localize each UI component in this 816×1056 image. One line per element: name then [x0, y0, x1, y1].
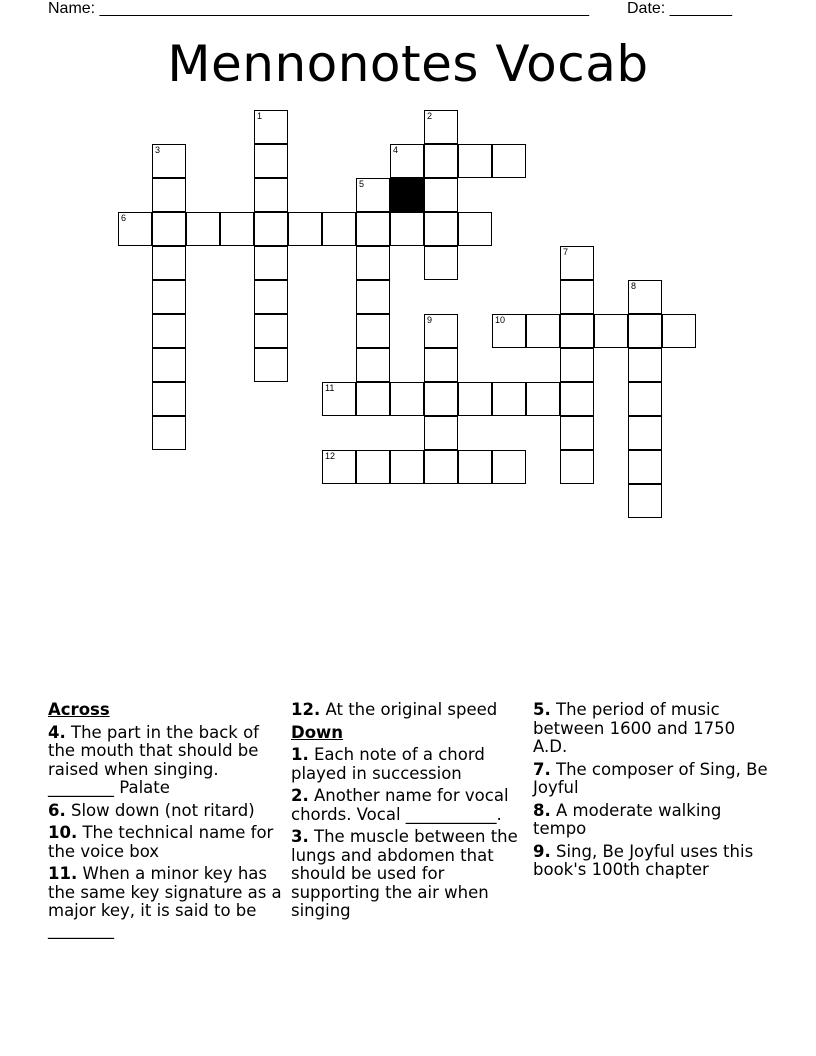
grid-cell[interactable] — [424, 416, 458, 450]
clue-number: 7 — [563, 247, 569, 257]
grid-cell[interactable] — [254, 314, 288, 348]
black-cell — [390, 178, 424, 212]
grid-cell[interactable] — [458, 144, 492, 178]
down-clue-9: 9. Sing, Be Joyful uses this book's 100th chapter — [533, 841, 754, 879]
grid-cell[interactable] — [390, 382, 424, 416]
grid-cell[interactable] — [526, 382, 560, 416]
across-clue-10: 10. The technical name for the voice box — [48, 823, 274, 861]
clue-number: 11 — [325, 383, 335, 393]
grid-cell[interactable] — [356, 382, 390, 416]
down-clue-3: 3. The muscle between the lungs and abdomen that should be used for supporting the air when singing — [291, 827, 518, 920]
across-clue-4: 4. The part in the back of the mouth that should be raised when singing. ________ Palate — [48, 722, 259, 797]
clue-number: 1 — [257, 111, 263, 121]
grid-cell[interactable] — [356, 212, 390, 246]
clues-column-1 — [48, 701, 284, 943]
down-heading: Down — [291, 722, 344, 742]
grid-cell[interactable] — [628, 348, 662, 382]
grid-cell[interactable] — [424, 212, 458, 246]
clue-number: 6 — [121, 213, 127, 223]
grid-cell[interactable] — [152, 314, 186, 348]
grid-cell[interactable] — [254, 246, 288, 280]
name-field[interactable]: Name: _______________________________________________________ — [48, 0, 589, 17]
grid-cell[interactable] — [254, 110, 288, 144]
grid-cell[interactable] — [458, 212, 492, 246]
clue-number: 8 — [631, 281, 637, 291]
grid-cell[interactable] — [594, 314, 628, 348]
grid-cell[interactable] — [390, 450, 424, 484]
grid-cell[interactable] — [560, 416, 594, 450]
grid-cell[interactable] — [628, 416, 662, 450]
clues-column-2 — [291, 701, 527, 925]
down-clue-1: 1. Each note of a chord played in succession — [291, 745, 485, 783]
across-clue-6: 6. Slow down (not ritard) — [48, 800, 255, 820]
grid-cell[interactable] — [356, 348, 390, 382]
grid-cell[interactable] — [560, 246, 594, 280]
down-clue-5: 5. The period of music between 1600 and 1750 A.D. — [533, 700, 736, 756]
grid-cell[interactable] — [424, 382, 458, 416]
grid-cell[interactable] — [152, 178, 186, 212]
grid-cell[interactable] — [288, 212, 322, 246]
grid-cell[interactable] — [152, 348, 186, 382]
clues-column-3 — [533, 701, 769, 884]
grid-cell[interactable] — [492, 382, 526, 416]
clue-number: 3 — [155, 145, 161, 155]
grid-cell[interactable] — [322, 382, 356, 416]
date-field[interactable]: Date: _______ — [627, 0, 732, 17]
grid-cell[interactable] — [458, 382, 492, 416]
grid-cell[interactable] — [356, 178, 390, 212]
grid-cell[interactable] — [424, 450, 458, 484]
grid-cell[interactable] — [254, 212, 288, 246]
grid-cell[interactable] — [322, 450, 356, 484]
grid-cell[interactable] — [424, 178, 458, 212]
grid-cell[interactable] — [390, 212, 424, 246]
grid-cell[interactable] — [560, 314, 594, 348]
clue-number: 5 — [359, 179, 365, 189]
grid-cell[interactable] — [152, 280, 186, 314]
grid-cell[interactable] — [152, 416, 186, 450]
grid-cell[interactable] — [254, 348, 288, 382]
grid-cell[interactable] — [662, 314, 696, 348]
grid-cell[interactable] — [424, 314, 458, 348]
grid-cell[interactable] — [628, 382, 662, 416]
across-clue-11: 11. When a minor key has the same key signature as a major key, it is said to be ________ — [48, 864, 282, 939]
grid-cell[interactable] — [424, 110, 458, 144]
grid-cell[interactable] — [492, 144, 526, 178]
grid-cell[interactable] — [186, 212, 220, 246]
grid-cell[interactable] — [560, 348, 594, 382]
grid-cell[interactable] — [628, 314, 662, 348]
grid-cell[interactable] — [356, 280, 390, 314]
grid-cell[interactable] — [152, 382, 186, 416]
grid-cell[interactable] — [356, 450, 390, 484]
grid-cell[interactable] — [458, 450, 492, 484]
grid-cell[interactable] — [356, 246, 390, 280]
grid-cell[interactable] — [254, 280, 288, 314]
grid-cell[interactable] — [628, 280, 662, 314]
grid-cell[interactable] — [560, 382, 594, 416]
grid-cell[interactable] — [254, 178, 288, 212]
grid-cell[interactable] — [560, 450, 594, 484]
grid-cell[interactable] — [390, 144, 424, 178]
grid-cell[interactable] — [356, 314, 390, 348]
grid-cell[interactable] — [118, 212, 152, 246]
clue-number: 4 — [393, 145, 399, 155]
grid-cell[interactable] — [152, 144, 186, 178]
grid-cell[interactable] — [560, 280, 594, 314]
page-title: Mennonotes Vocab — [167, 35, 649, 93]
grid-cell[interactable] — [424, 348, 458, 382]
grid-cell[interactable] — [526, 314, 560, 348]
clue-number: 2 — [427, 111, 433, 121]
grid-cell[interactable] — [220, 212, 254, 246]
grid-cell[interactable] — [424, 246, 458, 280]
clue-number: 10 — [495, 315, 506, 325]
grid-cell[interactable] — [628, 484, 662, 518]
grid-cell[interactable] — [152, 246, 186, 280]
grid-cell[interactable] — [322, 212, 356, 246]
down-clue-7: 7. The composer of Sing, Be Joyful — [533, 759, 768, 797]
down-clue-8: 8. A moderate walking tempo — [533, 800, 722, 838]
grid-cell[interactable] — [424, 144, 458, 178]
across-clue-12: 12. At the original speed — [291, 700, 498, 719]
grid-cell[interactable] — [492, 314, 526, 348]
clue-number: 12 — [325, 451, 336, 461]
grid-cell[interactable] — [628, 450, 662, 484]
clue-number: 9 — [427, 315, 433, 325]
grid-cell[interactable] — [152, 212, 186, 246]
grid-cell[interactable] — [492, 450, 526, 484]
down-clue-2: 2. Another name for vocal chords. Vocal ___________. — [291, 786, 509, 824]
across-heading: Across — [48, 700, 110, 719]
grid-cell[interactable] — [254, 144, 288, 178]
